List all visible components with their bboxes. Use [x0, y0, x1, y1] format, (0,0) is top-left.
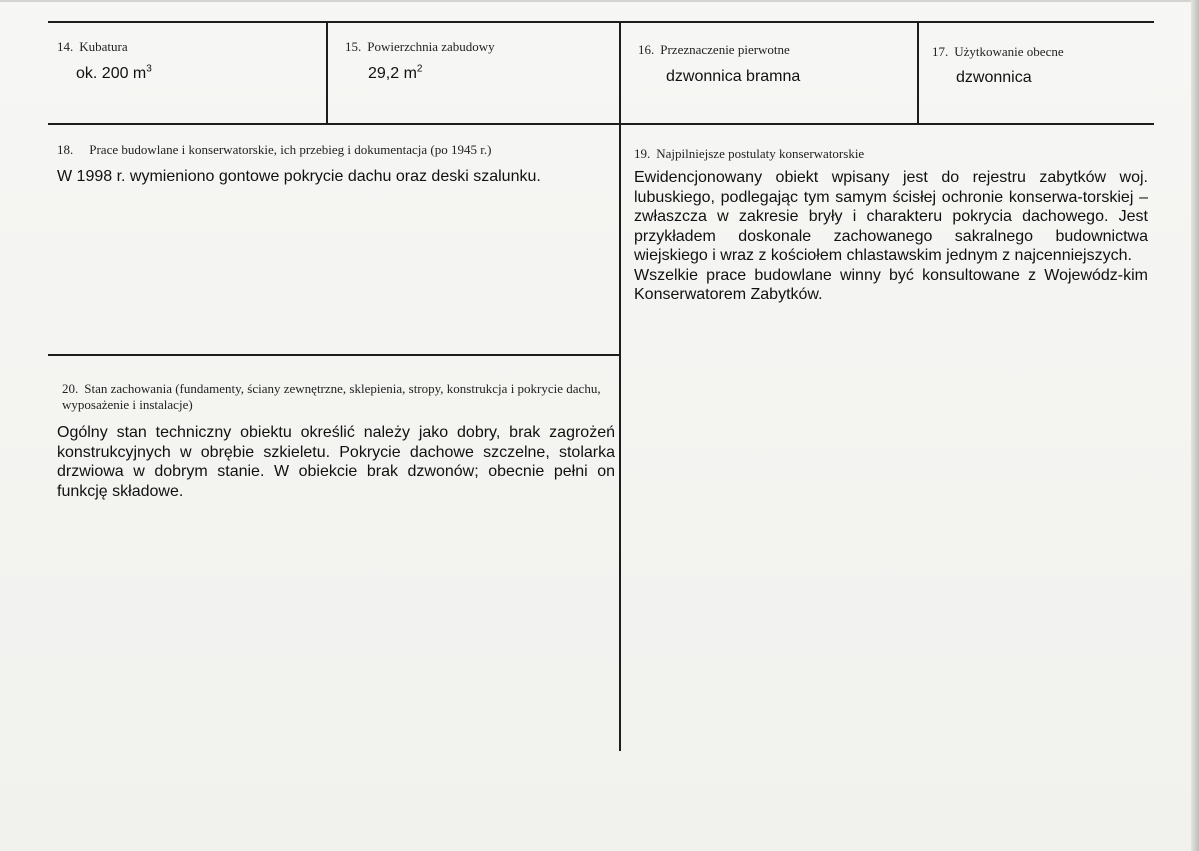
- field-19-paragraph-1: Ewidencjonowany obiekt wpisany jest do rejestru zabytków woj. lubuskiego, podlegając tym samym ścisłej ochronie konserwa-torskiej – zwłaszcza w zakresie bryły i charakteru pokrycia dachowego. Jest przykładem doskonale zachowanego sakralnego budownictwa wiejskiego i wraz z kościołem chlastawskim jednym z najcenniejszych.: [634, 169, 1148, 264]
- field-20-label: 20. Stan zachowania (fundamenty, ściany zewnętrzne, sklepienia, stropy, konstrukcja i pokrycie dachu, wyposażenie i instalacje): [62, 381, 601, 412]
- field-20-value: Ogólny stan techniczny obiektu określić należy jako dobry, brak zagrożeń konstrukcyjnych w obrębie szkieletu. Pokrycie dachowe szczelne, stolarka drzwiowa w dobrym stanie. W obiekcie brak dzwonów; obecnie pełni on funkcję składowe.: [57, 424, 615, 500]
- field-16-label: 16. Przeznaczenie pierwotne: [638, 42, 790, 57]
- divider-15-16: [619, 21, 621, 751]
- field-15-value: 29,2 $m^2$: [368, 63, 423, 82]
- row1-bottom-line: [48, 123, 1154, 125]
- divider-14-15: [326, 21, 328, 125]
- field-15-label: 15. Powierzchnia zabudowy: [345, 39, 495, 54]
- field-18-value: W 1998 r. wymieniono gontowe pokrycie dachu oraz deski szalunku.: [57, 168, 541, 185]
- field-19-paragraph-2: Wszelkie prace budowlane winny być konsultowane z Wojewódz-kim Konserwatorem Zabytków.: [634, 266, 1148, 303]
- field-18-label: 18. Prace budowlane i konserwatorskie, ich przebieg i dokumentacja (po 1945 r.): [57, 142, 492, 157]
- field-14-label: 14. Kubatura: [57, 39, 128, 54]
- field-17-value: dzwonnica: [956, 69, 1032, 86]
- divider-16-17: [917, 21, 919, 125]
- field-14-value: ok. 200 $m^3$: [76, 63, 152, 82]
- field-17-label: 17. Użytkowanie obecne: [932, 44, 1064, 59]
- field-16-value: dzwonnica bramna: [666, 68, 801, 85]
- page-top-edge: [0, 0, 1199, 2]
- top-border-line: [48, 21, 1154, 23]
- field-19-label: 19. Najpilniejsze postulaty konserwatorskie: [634, 146, 865, 161]
- row2-bottom-line: [48, 354, 621, 356]
- field-19-text: [634, 168, 1148, 305]
- page-right-edge: [1191, 0, 1199, 851]
